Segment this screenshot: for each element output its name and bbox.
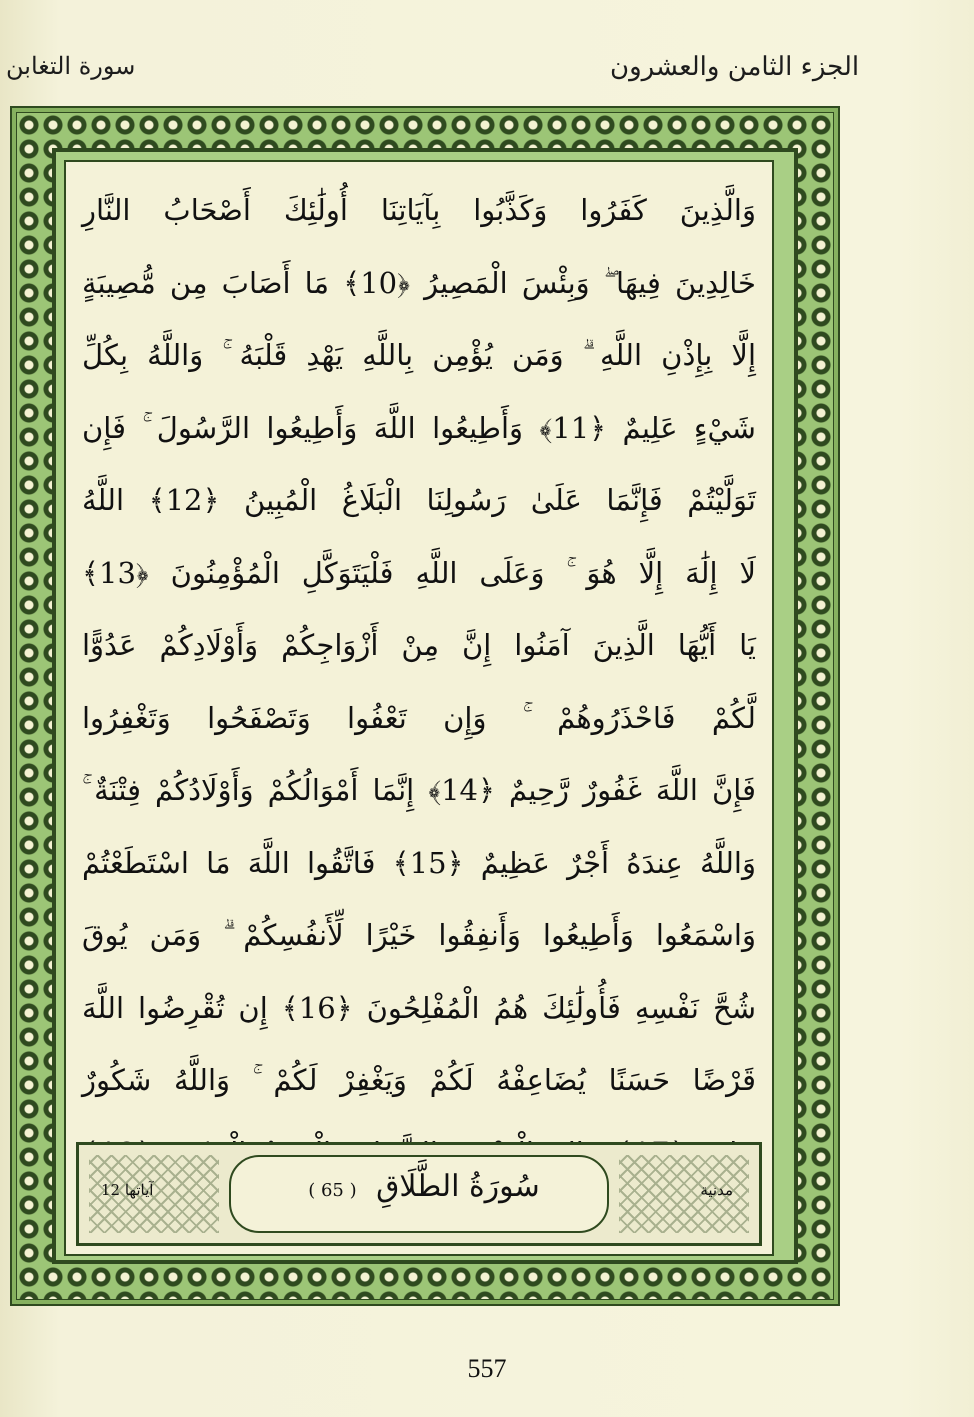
surah-number: ( 65 ) [308, 1180, 357, 1201]
verse-line: يَا أَيُّهَا الَّذِينَ آمَنُوا إِنَّ مِنْ أَزْوَاجِكُمْ وَأَوْلَادِكُمْ عَدُوًّا [82, 628, 756, 662]
surah-name: سُورَةُ الطَّلَاقِ [376, 1169, 540, 1204]
verse-line: وَاسْمَعُوا وَأَطِيعُوا وَأَنفِقُوا خَيْرًا لِّأَنفُسِكُمْ ۗ وَمَن يُوقَ [82, 918, 756, 952]
surah-name-row [231, 1169, 607, 1204]
verse-line: خَالِدِينَ فِيهَا ۖ وَبِئْسَ الْمَصِيرُ ﴿10﴾ مَا أَصَابَ مِن مُّصِيبَةٍ [82, 265, 756, 300]
surah-banner [76, 1142, 762, 1246]
verse-line: وَاللَّهُ عِندَهُ أَجْرٌ عَظِيمٌ ﴿15﴾ فَاتَّقُوا اللَّهَ مَا اسْتَطَعْتُمْ [82, 845, 756, 880]
verse-line: تَوَلَّيْتُمْ فَإِنَّمَا عَلَىٰ رَسُولِنَا الْبَلَاغُ الْمُبِينُ ﴿12﴾ اللَّهُ [82, 483, 756, 517]
surah-header-title: سورة التغابن [6, 52, 136, 80]
juz-title: الجزء الثامن والعشرون [610, 52, 860, 82]
surah-ayat-count: آياتها 12 [101, 1181, 154, 1199]
verse-line: إِلَّا بِإِذْنِ اللَّهِ ۗ وَمَن يُؤْمِن بِاللَّهِ يَهْدِ قَلْبَهُ ۚ وَاللَّهُ بِكُلِّ [82, 338, 756, 372]
banner-cartouche [229, 1155, 609, 1233]
page-number: 557 [467, 1354, 507, 1383]
verse-line: قَرْضًا حَسَنًا يُضَاعِفْهُ لَكُمْ وَيَغْفِرْ لَكُمْ ۚ وَاللَّهُ شَكُورٌ [82, 1063, 756, 1097]
text-panel [64, 160, 774, 1256]
surah-revelation: مدنية [700, 1181, 733, 1199]
ornamental-frame [10, 106, 840, 1306]
verse-line: وَالَّذِينَ كَفَرُوا وَكَذَّبُوا بِآيَاتِنَا أُولَٰئِكَ أَصْحَابُ النَّارِ [82, 193, 756, 227]
verse-line: شَيْءٍ عَلِيمٌ ﴿11﴾ وَأَطِيعُوا اللَّهَ وَأَطِيعُوا الرَّسُولَ ۚ فَإِن [82, 410, 756, 445]
verse-line: فَإِنَّ اللَّهَ غَفُورٌ رَّحِيمٌ ﴿14﴾ إِنَّمَا أَمْوَالُكُمْ وَأَوْلَادُكُمْ فِتْنَةٌ ۚ [82, 773, 756, 807]
page-header [0, 52, 974, 92]
verse-line: لَا إِلَٰهَ إِلَّا هُوَ ۚ وَعَلَى اللَّهِ فَلْيَتَوَكَّلِ الْمُؤْمِنُونَ ﴿13﴾ [82, 555, 756, 590]
verse-line: شُحَّ نَفْسِهِ فَأُولَٰئِكَ هُمُ الْمُفْلِحُونَ ﴿16﴾ إِن تُقْرِضُوا اللَّهَ [82, 990, 756, 1025]
verse-lines [66, 174, 772, 1189]
verse-line: لَّكُمْ فَاحْذَرُوهُمْ ۚ وَإِن تَعْفُوا وَتَصْفَحُوا وَتَغْفِرُوا [82, 700, 756, 735]
